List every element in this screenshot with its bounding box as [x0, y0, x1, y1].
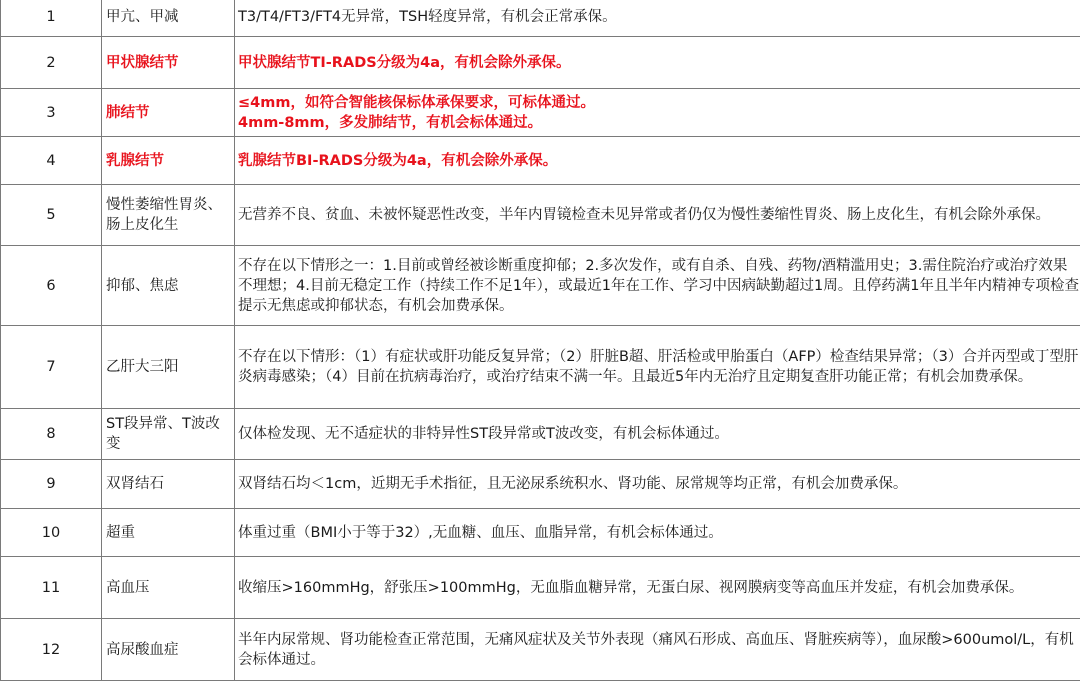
description-cell: 乳腺结节BI-RADS分级为4a，有机会除外承保。: [235, 137, 1080, 185]
condition-cell: 双肾结石: [102, 460, 235, 509]
table-row: [1, 460, 1080, 509]
row-number: 2: [1, 37, 102, 89]
row-number: 5: [1, 185, 102, 246]
description-cell: T3/T4/FT3/FT4无异常，TSH轻度异常，有机会正常承保。: [235, 0, 1080, 37]
row-number: 8: [1, 409, 102, 460]
condition-cell: 乳腺结节: [102, 137, 235, 185]
condition-cell: 肺结节: [102, 89, 235, 137]
description-cell: 体重过重（BMI小于等于32）,无血糖、血压、血脂异常，有机会标体通过。: [235, 509, 1080, 557]
condition-cell: 抑郁、焦虑: [102, 246, 235, 326]
condition-cell: 甲亢、甲减: [102, 0, 235, 37]
condition-cell: 超重: [102, 509, 235, 557]
row-number: 3: [1, 89, 102, 137]
description-cell: 不存在以下情形：（1）有症状或肝功能反复异常；（2）肝脏B超、肝活检或甲胎蛋白（AFP）检查结果异常；（3）合并丙型或丁型肝炎病毒感染；（4）目前在抗病毒治疗，或治疗结束不满一年。且最近5年内无治疗且定期复查肝功能正常；有机会加费承保。: [235, 326, 1080, 409]
row-number: 4: [1, 137, 102, 185]
condition-cell: 高血压: [102, 557, 235, 619]
description-cell: ≤4mm，如符合智能核保标体承保要求，可标体通过。 4mm-8mm，多发肺结节，有机会标体通过。: [235, 89, 1080, 137]
condition-cell: ST段异常、T波改变: [102, 409, 235, 460]
table-row: [1, 557, 1080, 619]
table-row: [1, 326, 1080, 409]
condition-cell: 乙肝大三阳: [102, 326, 235, 409]
condition-cell: 慢性萎缩性胃炎、肠上皮化生: [102, 185, 235, 246]
table-row: [1, 137, 1080, 185]
table-row: [1, 89, 1080, 137]
table-row: [1, 509, 1080, 557]
table-body: [1, 0, 1080, 681]
table-row: [1, 0, 1080, 37]
table-row: [1, 246, 1080, 326]
row-number: 1: [1, 0, 102, 37]
description-cell: 甲状腺结节TI-RADS分级为4a，有机会除外承保。: [235, 37, 1080, 89]
row-number: 9: [1, 460, 102, 509]
description-cell: 无营养不良、贫血、未被怀疑恶性改变，半年内胃镜检查未见异常或者仍仅为慢性萎缩性胃炎、肠上皮化生，有机会除外承保。: [235, 185, 1080, 246]
row-number: 11: [1, 557, 102, 619]
condition-cell: 甲状腺结节: [102, 37, 235, 89]
condition-cell: 高尿酸血症: [102, 619, 235, 681]
description-cell: 半年内尿常规、肾功能检查正常范围，无痛风症状及关节外表现（痛风石形成、高血压、肾脏疾病等），血尿酸>600umol/L，有机会标体通过。: [235, 619, 1080, 681]
table-row: [1, 37, 1080, 89]
row-number: 6: [1, 246, 102, 326]
table-row: [1, 185, 1080, 246]
description-cell: 双肾结石均＜1cm，近期无手术指征，且无泌尿系统积水、肾功能、尿常规等均正常，有机会加费承保。: [235, 460, 1080, 509]
description-cell: 不存在以下情形之一：1.目前或曾经被诊断重度抑郁；2.多次发作，或有自杀、自残、药物/酒精滥用史；3.需住院治疗或治疗效果不理想；4.目前无稳定工作（持续工作不足1年），或最近1年在工作、学习中因病缺勤超过1周。且停药满1年且半年内精神专项检查提示无焦虑或抑郁状态，有机会加费承保。: [235, 246, 1080, 326]
description-cell: 收缩压>160mmHg，舒张压>100mmHg，无血脂血糖异常，无蛋白尿、视网膜病变等高血压并发症，有机会加费承保。: [235, 557, 1080, 619]
description-cell: 仅体检发现、无不适症状的非特异性ST段异常或T波改变，有机会标体通过。: [235, 409, 1080, 460]
row-number: 7: [1, 326, 102, 409]
row-number: 12: [1, 619, 102, 681]
table-row: [1, 409, 1080, 460]
row-number: 10: [1, 509, 102, 557]
table-row: [1, 619, 1080, 681]
